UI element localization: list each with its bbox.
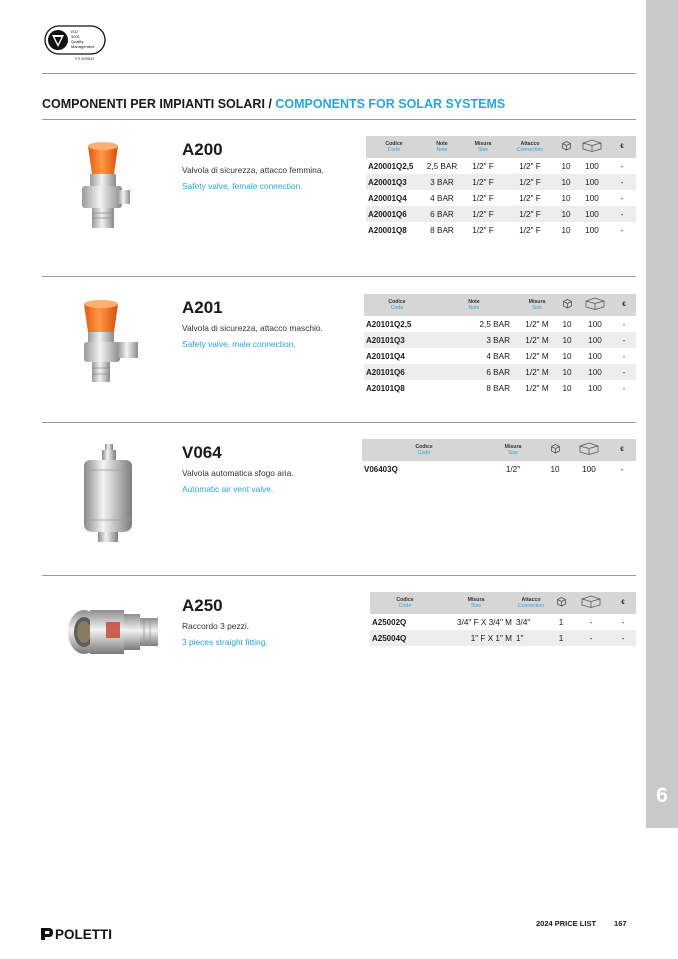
a201-price-table xyxy=(364,294,636,396)
chapter-tab xyxy=(646,0,678,828)
product-code: V064 xyxy=(182,443,222,462)
col-code-header: Codice Code xyxy=(370,592,440,614)
a201-product-image xyxy=(76,298,140,389)
price-list-label: 2024 PRICE LIST xyxy=(536,919,597,928)
col-price-header: € xyxy=(608,136,636,158)
header-divider xyxy=(42,73,636,74)
footer-info xyxy=(536,919,627,928)
col-note-header: Note Note xyxy=(422,136,462,158)
small-pack-icon xyxy=(540,439,570,461)
a200-price-table xyxy=(366,136,636,238)
page-title xyxy=(42,97,505,111)
col-price-header: € xyxy=(608,439,636,461)
product-description-en: Automatic air vent valve. xyxy=(182,484,274,494)
product-description-it: Valvola automatica sfogo aria. xyxy=(182,468,294,478)
table-row: A20101Q3 3 BAR 1/2" M 10 100 - xyxy=(364,332,636,348)
col-connection-header: Attacco Connection xyxy=(504,136,556,158)
small-pack-icon xyxy=(556,294,578,316)
cert-line-3: Quality xyxy=(71,39,84,44)
table-header-row xyxy=(366,136,636,158)
product-description-it: Valvola di sicurezza, attacco maschio. xyxy=(182,323,323,333)
product-description-en: Safety valve, male connection. xyxy=(182,339,296,349)
table-row: A20101Q6 6 BAR 1/2" M 10 100 - xyxy=(364,364,636,380)
product-code: A200 xyxy=(182,140,223,159)
col-size-header: Misura Size xyxy=(462,136,504,158)
product-description-it: Valvola di sicurezza, attacco femmina. xyxy=(182,165,324,175)
table-row: A20101Q2,5 2,5 BAR 1/2" M 10 100 - xyxy=(366,319,626,329)
small-pack-icon xyxy=(550,592,572,614)
table-row: A20001Q6 6 BAR 1/2" F 1/2" F 10 100 - xyxy=(366,206,636,222)
col-connection-header: Attacco Connection xyxy=(512,592,550,614)
chapter-number: 6 xyxy=(656,784,668,807)
box-pack-icon xyxy=(578,294,612,316)
col-code-header: Codice Code xyxy=(364,294,430,316)
col-price-header: € xyxy=(612,294,636,316)
box-pack-icon xyxy=(570,439,608,461)
section-divider xyxy=(42,276,636,277)
table-row: A20101Q8 8 BAR 1/2" M 10 100 - xyxy=(366,383,626,393)
table-row: A20001Q2,5 2,5 BAR 1/2" F 1/2" F 10 100 - xyxy=(368,161,624,171)
brand-name: POLETTI xyxy=(55,927,112,941)
title-italian: COMPONENTI PER IMPIANTI SOLARI xyxy=(42,97,265,111)
section-divider xyxy=(42,575,636,576)
cert-line-1: ISO xyxy=(71,29,78,34)
table-row: A20001Q3 3 BAR 1/2" F 1/2" F 10 100 - xyxy=(366,174,636,190)
poletti-mark-icon xyxy=(41,928,53,940)
v064-product-image xyxy=(76,444,140,549)
page-number: 167 xyxy=(614,919,627,928)
col-size-header: Misura Size xyxy=(518,294,556,316)
table-row: A20001Q8 8 BAR 1/2" F 1/2" F 10 100 - xyxy=(368,225,624,235)
product-description-it: Raccordo 3 pezzi. xyxy=(182,621,250,631)
a250-price-table xyxy=(370,592,636,646)
cert-code: FS 509831 xyxy=(75,56,95,61)
iso-certification-logo xyxy=(44,25,106,60)
table-row: A25002Q 3/4" F X 3/4" M 3/4" 1 - - xyxy=(372,617,625,627)
poletti-logo xyxy=(40,925,120,946)
col-price-header: € xyxy=(610,592,636,614)
table-header-row xyxy=(362,439,636,461)
table-row: A25004Q 1" F X 1" M 1" 1 - - xyxy=(370,630,636,646)
table-header-row xyxy=(364,294,636,316)
a250-product-image xyxy=(66,598,160,669)
section-divider xyxy=(42,422,636,423)
table-row: V06403Q 1/2" 10 100 - xyxy=(364,464,624,474)
product-description-en: Safety valve, female connection. xyxy=(182,181,303,191)
title-divider xyxy=(42,119,636,120)
title-english: COMPONENTS FOR SOLAR SYSTEMS xyxy=(275,97,506,111)
col-note-header: Note Note xyxy=(430,294,518,316)
box-pack-icon xyxy=(576,136,608,158)
product-code: A201 xyxy=(182,298,223,317)
title-separator: / xyxy=(264,97,276,111)
product-description-en: 3 pieces straight fitting. xyxy=(182,637,268,647)
col-size-header: Misura Size xyxy=(440,592,512,614)
table-row: A20101Q4 4 BAR 1/2" M 10 100 - xyxy=(366,351,626,361)
small-pack-icon xyxy=(556,136,576,158)
v064-price-table xyxy=(362,439,636,477)
product-code: A250 xyxy=(182,596,223,615)
table-row: A20001Q4 4 BAR 1/2" F 1/2" F 10 100 - xyxy=(368,193,624,203)
col-size-header: Misura Size xyxy=(486,439,540,461)
table-header-row xyxy=(370,592,636,614)
col-code-header: Codice Code xyxy=(366,136,422,158)
a200-product-image xyxy=(74,140,134,237)
cert-line-4: Management xyxy=(71,44,95,49)
col-code-header: Codice Code xyxy=(362,439,486,461)
cert-line-2: 9001 xyxy=(71,34,80,39)
box-pack-icon xyxy=(572,592,610,614)
